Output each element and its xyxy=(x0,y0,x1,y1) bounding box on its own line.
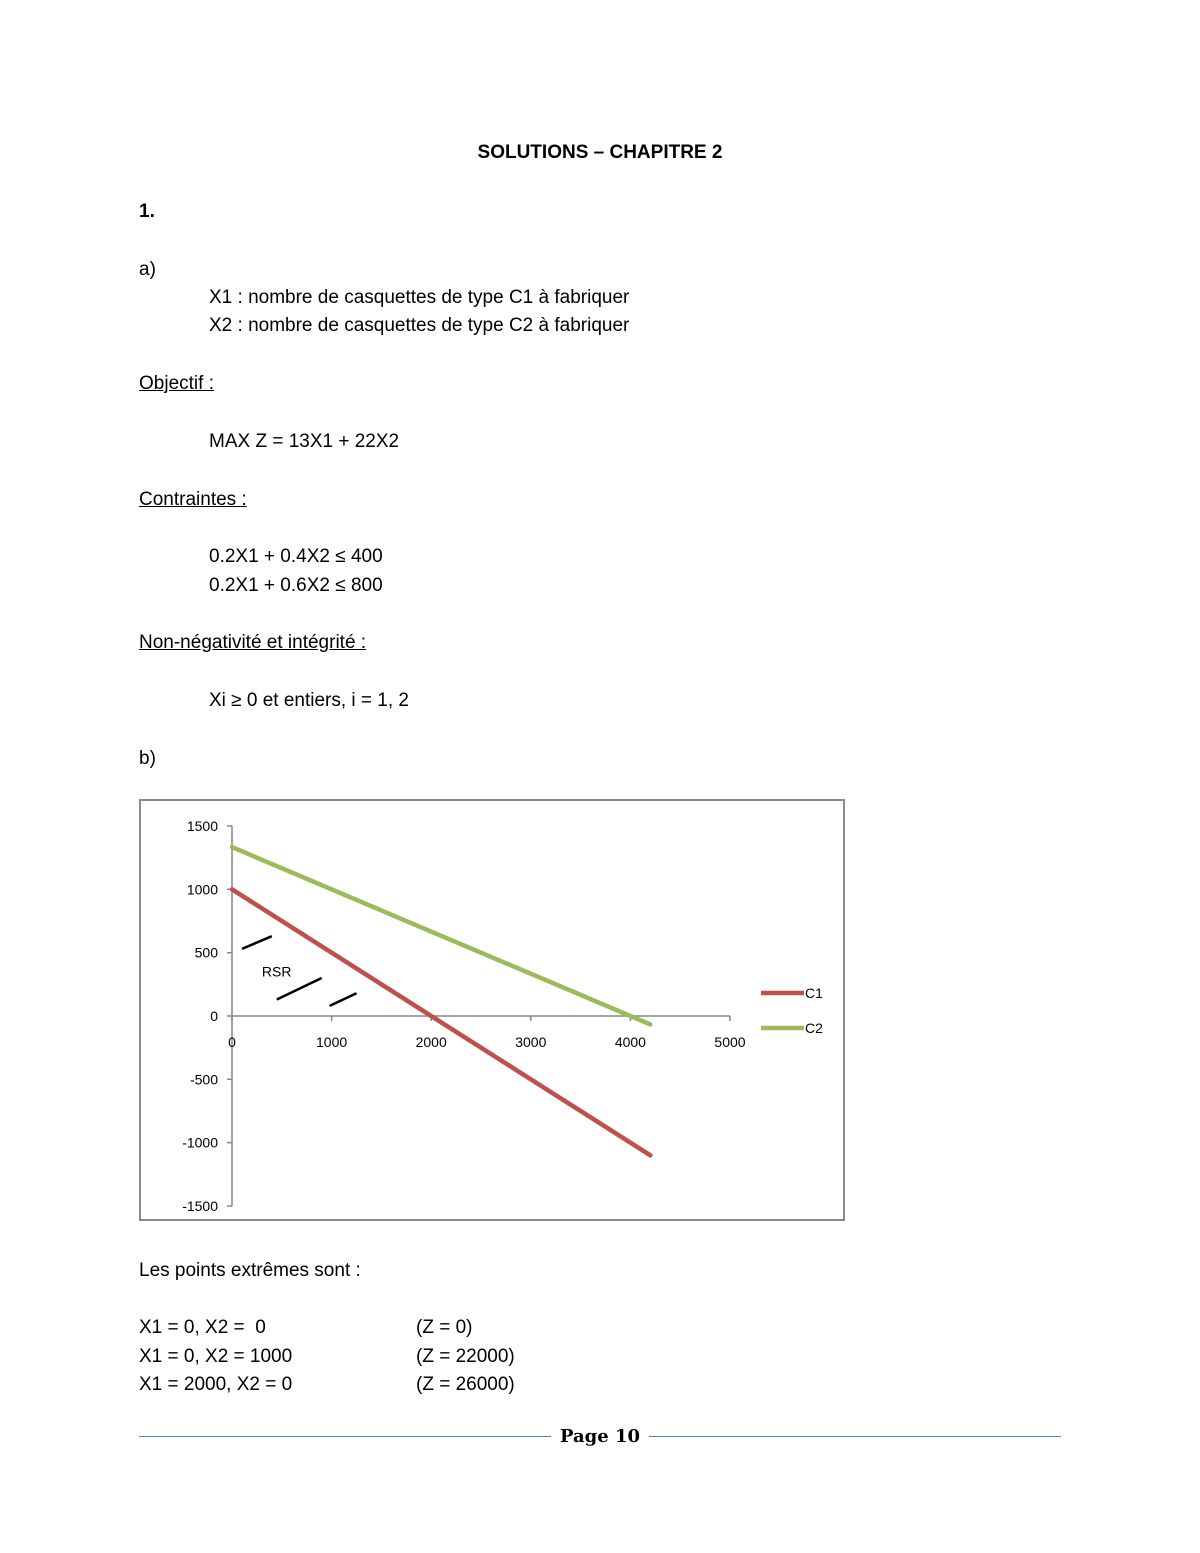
extreme-point: X1 = 0, X2 = 1000 xyxy=(139,1346,293,1367)
extreme-point-z: (Z = 26000) xyxy=(416,1374,515,1395)
part-b-label: b) xyxy=(139,748,156,769)
variable-x1: X1 : nombre de casquettes de type C1 à fabriquer xyxy=(209,287,630,308)
hatch-mark xyxy=(242,936,272,949)
series-line-c2 xyxy=(232,847,650,1024)
variable-x2: X2 : nombre de casquettes de type C2 à fabriquer xyxy=(209,315,630,336)
y-tick-label: 0 xyxy=(210,1008,218,1024)
footer-rule-right xyxy=(649,1436,1061,1437)
x-tick-label: 2000 xyxy=(415,1034,447,1050)
legend-label-c1: C1 xyxy=(805,985,823,1001)
y-tick-label: -500 xyxy=(189,1071,218,1088)
hatch-mark xyxy=(330,993,357,1006)
y-tick-label: 1000 xyxy=(186,881,218,898)
page-title: SOLUTIONS – CHAPITRE 2 xyxy=(477,142,723,163)
page-number: Page 10 xyxy=(559,1426,641,1447)
extreme-point: X1 = 2000, X2 = 0 xyxy=(139,1374,293,1395)
series-line-c1 xyxy=(232,889,650,1155)
y-tick-label: -1500 xyxy=(182,1198,218,1214)
extreme-point-z: (Z = 0) xyxy=(416,1317,473,1338)
x-tick-label: 3000 xyxy=(515,1034,547,1050)
extreme-point: X1 = 0, X2 = 0 xyxy=(139,1317,266,1338)
y-tick-label: 1500 xyxy=(186,818,218,834)
y-tick-label: -1000 xyxy=(182,1134,218,1151)
nonneg-heading: Non-négativité et intégrité : xyxy=(139,632,367,653)
constraint-1: 0.2X1 + 0.4X2 ≤ 400 xyxy=(209,546,383,567)
legend-label-c2: C2 xyxy=(805,1020,823,1036)
constraints-heading: Contraintes : xyxy=(139,489,247,510)
region-label: RSR xyxy=(261,963,292,980)
part-a-label: a) xyxy=(139,259,156,280)
objective-heading: Objectif : xyxy=(139,373,214,394)
x-tick-label: 4000 xyxy=(614,1034,646,1050)
constraint-2: 0.2X1 + 0.6X2 ≤ 800 xyxy=(209,575,383,596)
extreme-points-heading: Les points extrêmes sont : xyxy=(139,1260,361,1281)
x-tick-label: 0 xyxy=(228,1034,236,1050)
extreme-point-z: (Z = 22000) xyxy=(416,1346,515,1367)
feasible-region-chart xyxy=(139,799,845,1221)
objective-function: MAX Z = 13X1 + 22X2 xyxy=(209,431,400,452)
hatch-mark xyxy=(277,978,322,1000)
y-tick-label: 500 xyxy=(194,944,218,961)
footer-rule-left xyxy=(139,1436,551,1437)
question-number: 1. xyxy=(139,201,155,222)
x-tick-label: 5000 xyxy=(714,1034,746,1050)
nonneg-constraint: Xi ≥ 0 et entiers, i = 1, 2 xyxy=(209,690,410,711)
x-tick-label: 1000 xyxy=(316,1034,348,1050)
